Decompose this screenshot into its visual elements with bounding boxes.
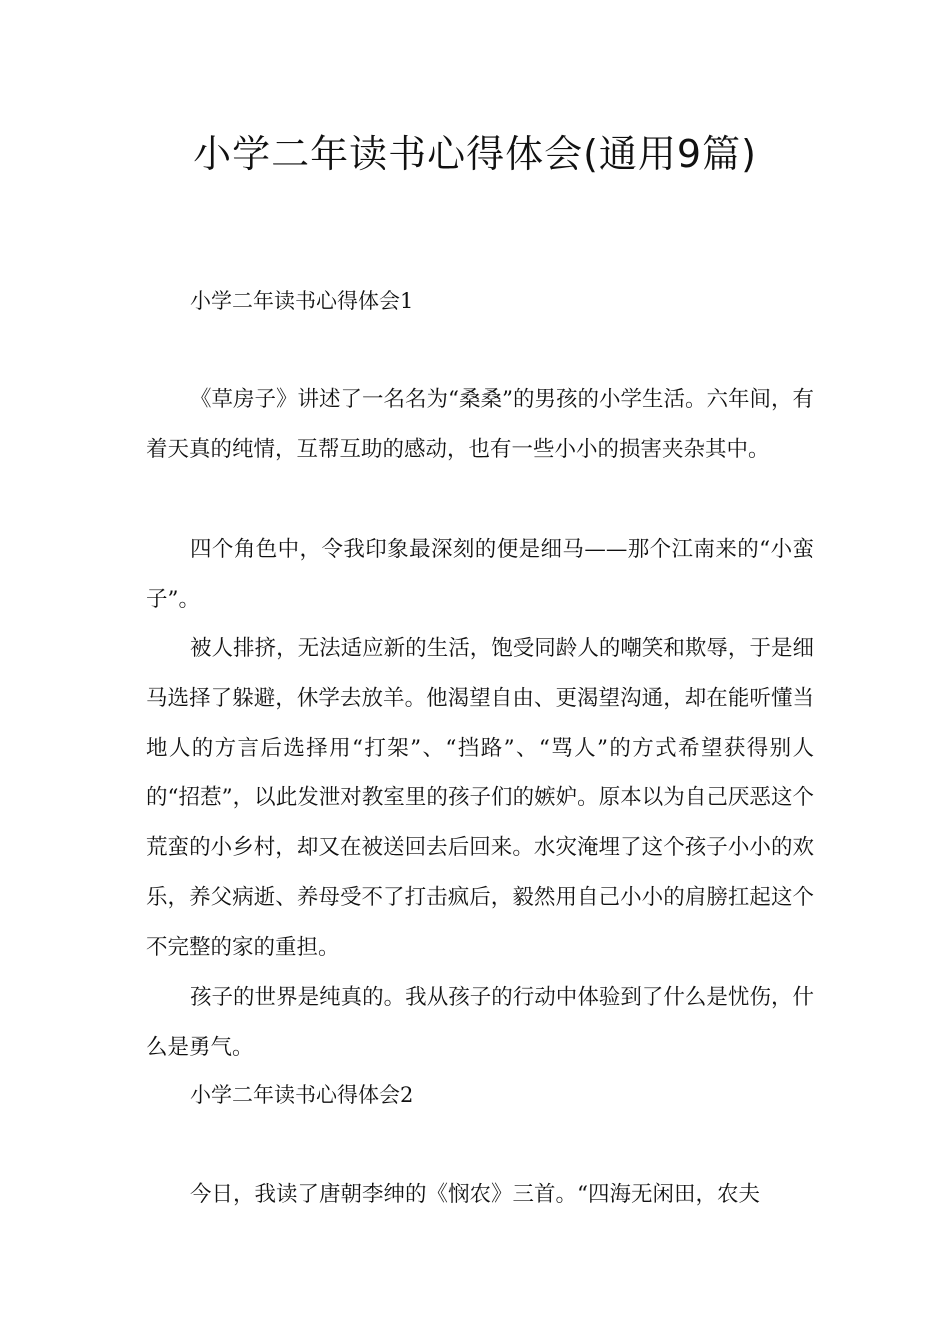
paragraph: 今日，我读了唐朝李绅的《悯农》三首。“四海无闲田，农夫: [190, 1182, 760, 1207]
paragraph: 孩子的世界是纯真的。我从孩子的行动中体验到了什么是忧伤，什么是勇气。: [146, 985, 814, 1060]
paragraph: 四个角色中，令我印象最深刻的便是细马——那个江南来的“小蛮子”。: [146, 537, 814, 612]
paragraph: 《草房子》讲述了一名名为“桑桑”的男孩的小学生活。六年间，有着天真的纯情，互帮互助的感动，也有一些小小的损害夹杂其中。: [146, 387, 814, 462]
section-heading-2: 小学二年读书心得体会2: [190, 1083, 414, 1107]
document-title: 小学二年读书心得体会(通用9篇): [193, 132, 757, 176]
section-heading-1: 小学二年读书心得体会1: [190, 289, 414, 313]
paragraph: 被人排挤，无法适应新的生活，饱受同龄人的嘲笑和欺辱，于是细马选择了躲避，休学去放羊。他渴望自由、更渴望沟通，却在能听懂当地人的方言后选择用“打架”、“挡路”、“骂人”的方式希望获得别人的“招惹”，以此发泄对教室里的孩子们的嫉妒。原本以为自己厌恶这个荒蛮的小乡村，却又在被送回去后回来。水灾淹埋了这个孩子小小的欢乐，养父病逝、养母受不了打击疯后，毅然用自己小小的肩膀扛起这个不完整的家的重担。: [146, 636, 814, 960]
